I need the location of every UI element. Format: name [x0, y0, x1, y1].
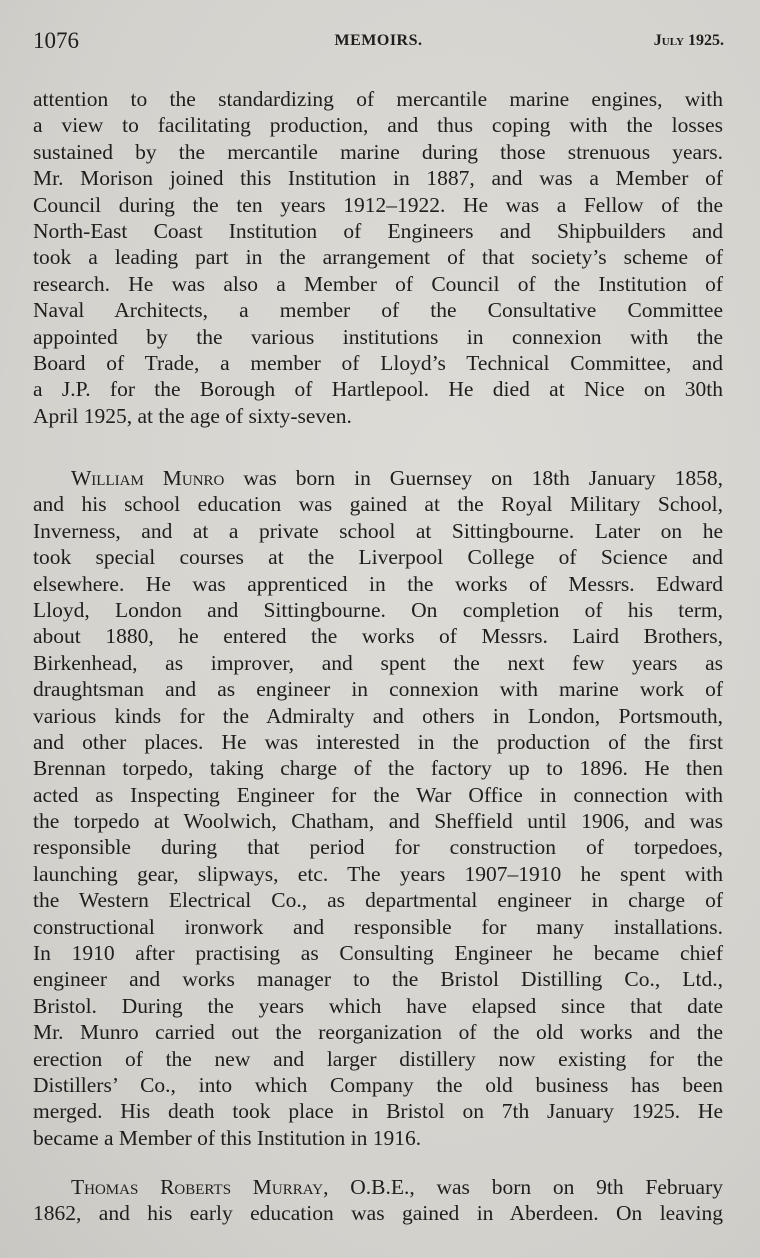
- line-text: a view to facilitating production, and thus coping with the losses: [33, 113, 723, 138]
- line-text: about 1880, he entered the works of Messrs. Laird Brothers,: [33, 624, 723, 649]
- line-text: Distillers’ Co., into which Company the old business has been: [33, 1072, 723, 1097]
- line-text: a J.P. for the Borough of Hartlepool. He died at Nice on 30th: [33, 377, 723, 402]
- line-text: draughtsman and as engineer in connexion with marine work of: [33, 677, 723, 702]
- line-text: the Western Electrical Co., as departmental engineer in charge of: [33, 888, 723, 913]
- text-line: [33, 676, 723, 702]
- memoir-name: William Munro: [71, 466, 225, 490]
- text-line: [33, 491, 723, 517]
- line-text: launching gear, slipways, etc. The years 1907–1910 he spent with: [33, 861, 723, 886]
- text-line: [33, 861, 723, 887]
- line-text: became a Member of this Institution in 1916.: [33, 1125, 422, 1150]
- line-text: Naval Architects, a member of the Consultative Committee: [33, 298, 723, 323]
- line-text: Bristol. During the years which have elapsed since that date: [33, 993, 723, 1018]
- text-line: [33, 244, 723, 270]
- text-line: [33, 597, 723, 623]
- line-text: various kinds for the Admiralty and others in London, Portsmouth,: [33, 703, 723, 728]
- line-text: Brennan torpedo, taking charge of the factory up to 1896. He then: [33, 756, 723, 781]
- text-line: [33, 376, 723, 402]
- text-line: [33, 729, 723, 755]
- line-text: took special courses at the Liverpool College of Science and: [33, 545, 723, 570]
- line-text: April 1925, at the age of sixty-seven.: [33, 403, 352, 428]
- line-text: appointed by the various institutions in connexion with the: [33, 324, 723, 349]
- line-text: acted as Inspecting Engineer for the War Office in connection with: [33, 782, 723, 807]
- text-line: [33, 218, 723, 244]
- line-text: and his school education was gained at the Royal Military School,: [33, 492, 723, 517]
- text-line: [33, 571, 723, 597]
- text-line: [33, 1072, 723, 1098]
- text-line: [33, 271, 723, 297]
- line-text: engineer and works manager to the Bristol Distilling Co., Ltd.,: [33, 967, 723, 992]
- line-text: sustained by the mercantile marine during those strenuous years.: [33, 139, 723, 164]
- paragraph-thomas-roberts-murray: [33, 1174, 723, 1227]
- text-line: [33, 518, 723, 544]
- text-line: [33, 465, 723, 491]
- line-text: responsible during that period for construction of torpedoes,: [33, 835, 723, 860]
- text-line: [33, 834, 723, 860]
- line-text: 1862, and his early education was gained in Aberdeen. On leaving: [33, 1201, 723, 1226]
- text-line: [33, 544, 723, 570]
- issue-date: July 1925.: [653, 32, 724, 49]
- line-text: Mr. Munro carried out the reorganization of the old works and the: [33, 1020, 723, 1045]
- text-line: [33, 782, 723, 808]
- text-line: [33, 86, 723, 112]
- line-text: North-East Coast Institution of Engineers and Shipbuilders and: [33, 218, 723, 243]
- line-text: elsewhere. He was apprenticed in the works of Messrs. Edward: [33, 571, 723, 596]
- line-text: was born in Guernsey on 18th January 1858,: [224, 466, 724, 490]
- line-text: research. He was also a Member of Council of the Institution of: [33, 271, 723, 296]
- line-text: Board of Trade, a member of Lloyd’s Technical Committee, and: [33, 350, 723, 375]
- text-line: [33, 993, 723, 1019]
- text-line: [33, 112, 723, 138]
- text-line: [33, 139, 723, 165]
- line-text: , O.B.E., was born on 9th February: [323, 1175, 723, 1199]
- text-line: [33, 297, 723, 323]
- line-text: erection of the new and larger distillery now existing for the: [33, 1046, 723, 1071]
- line-text: Birkenhead, as improver, and spent the next few years as: [33, 650, 723, 675]
- running-title: MEMOIRS.: [334, 32, 423, 49]
- line-text: constructional ironwork and responsible for many installations.: [33, 914, 723, 939]
- text-line: [33, 755, 723, 781]
- text-line: [33, 887, 723, 913]
- paragraph-morison-continued: [33, 86, 723, 429]
- paragraph-william-munro: [33, 465, 723, 1151]
- text-line: [33, 192, 723, 218]
- text-line: [33, 403, 723, 429]
- line-text: the torpedo at Woolwich, Chatham, and Sheffield until 1906, and was: [33, 809, 723, 834]
- text-line: [33, 1046, 723, 1072]
- text-line: [33, 1019, 723, 1045]
- text-line: [33, 940, 723, 966]
- line-text: Council during the ten years 1912–1922. He was a Fellow of the: [33, 192, 723, 217]
- text-line: [33, 1174, 723, 1200]
- page-number: 1076: [33, 28, 79, 53]
- line-text: and other places. He was interested in the production of the first: [33, 729, 723, 754]
- text-line: [33, 914, 723, 940]
- line-text: Lloyd, London and Sittingbourne. On completion of his term,: [33, 597, 723, 622]
- text-line: [33, 703, 723, 729]
- line-text: Mr. Morison joined this Institution in 1887, and was a Member of: [33, 166, 723, 191]
- page-header: [33, 28, 724, 58]
- line-text: attention to the standardizing of mercantile marine engines, with: [33, 87, 723, 111]
- text-line: [33, 1200, 723, 1226]
- line-text: In 1910 after practising as Consulting Engineer he became chief: [33, 941, 723, 966]
- text-line: [33, 623, 723, 649]
- text-line: [33, 966, 723, 992]
- line-text: merged. His death took place in Bristol on 7th January 1925. He: [33, 1099, 723, 1124]
- memoir-name: Thomas Roberts Murray: [71, 1175, 324, 1199]
- text-line: [33, 165, 723, 191]
- text-line: [33, 808, 723, 834]
- text-line: [33, 350, 723, 376]
- text-line: [33, 650, 723, 676]
- text-line: [33, 1098, 723, 1124]
- line-text: took a leading part in the arrangement of that society’s scheme of: [33, 245, 723, 270]
- line-text: Inverness, and at a private school at Sittingbourne. Later on he: [33, 518, 723, 543]
- text-line: [33, 1125, 723, 1151]
- text-line: [33, 324, 723, 350]
